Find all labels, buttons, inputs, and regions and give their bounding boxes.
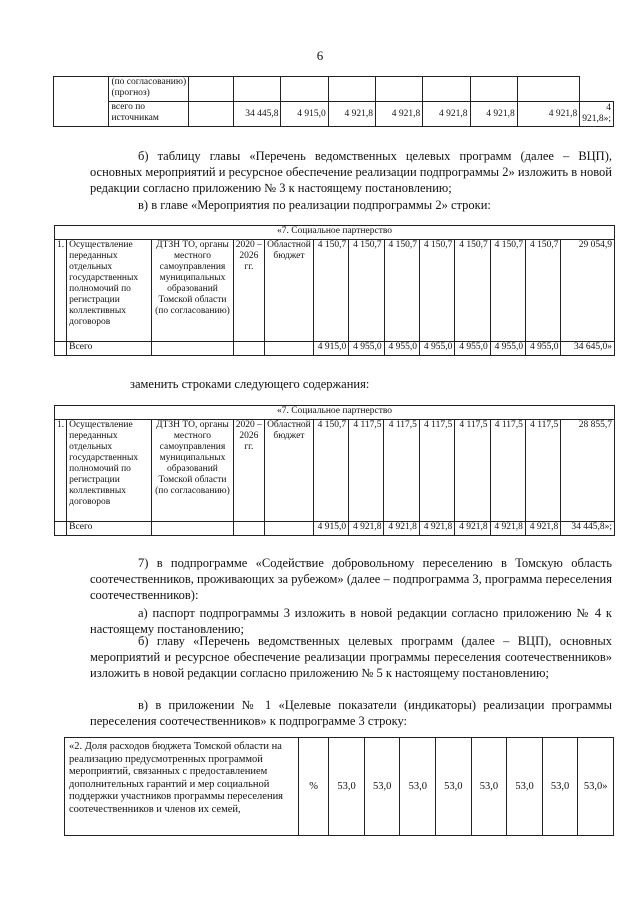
executor: ДТЗН ТО, органы местного самоуправления муниципальных образований Томской области (по согласованию) bbox=[152, 420, 233, 522]
total-cell: 34 445,8»; bbox=[561, 522, 615, 536]
total-cell: 4 921,8 bbox=[384, 522, 419, 536]
value-cell: 34 445,8 bbox=[234, 102, 281, 127]
value-cell: 53,0 bbox=[329, 738, 365, 836]
total-cell: 4 955,0 bbox=[419, 342, 454, 356]
value-cell: 4 117,5 bbox=[525, 420, 560, 522]
funding-source: Областной бюджет bbox=[265, 240, 314, 342]
value-cell: 4 117,5 bbox=[419, 420, 454, 522]
section-header: «7. Социальное партнерство bbox=[55, 406, 615, 420]
value-cell: 4 150,7 bbox=[384, 240, 419, 342]
period: 2020 – 2026 гг. bbox=[233, 420, 264, 522]
value-cell: 4 150,7 bbox=[419, 240, 454, 342]
value-cell: 53,0 bbox=[400, 738, 436, 836]
value-cell: 53,0 bbox=[542, 738, 578, 836]
row-number: 1. bbox=[55, 420, 67, 522]
value-cell: 4 150,7 bbox=[526, 240, 561, 342]
total-cell: 4 955,0 bbox=[490, 342, 525, 356]
total-cell: 4 915,0 bbox=[313, 342, 348, 356]
total-cell: 4 955,0 bbox=[455, 342, 490, 356]
total-cell: 4 921,8 bbox=[455, 522, 490, 536]
total-cell: 4 915,0 bbox=[313, 522, 348, 536]
value-cell: 4 117,5 bbox=[455, 420, 490, 522]
empty-cell bbox=[54, 77, 109, 127]
paragraph-v: в) в главе «Мероприятия по реализации подпрограммы 2» строки: bbox=[138, 198, 491, 212]
value-cell: 4 915,0 bbox=[281, 102, 328, 127]
indicator-table bbox=[64, 737, 614, 836]
value-cell: 4 921,8 bbox=[517, 102, 579, 127]
unit-cell: % bbox=[298, 738, 329, 836]
paragraph-7: 7) в подпрограмме «Содействие добровольному переселению в Томскую область соотечественников, проживающих за рубежом» (далее – подпрограмма 3, программа переселения соотечественников): bbox=[90, 556, 612, 602]
value-cell: 4 150,7 bbox=[455, 240, 490, 342]
value-cell: 4 117,5 bbox=[349, 420, 384, 522]
section-header: «7. Социальное партнерство bbox=[55, 226, 615, 240]
paragraph-7b: б) главу «Перечень ведомственных целевых программ (далее – ВЦП), основных мероприятий и ресурсное обеспечение реализации программы переселения соотечественников» изложить в новой редакции согласно приложению № 5 к настоящему постановлению; bbox=[90, 634, 612, 680]
value-cell: 53,0 bbox=[471, 738, 507, 836]
value-cell: 4 921,8 bbox=[423, 102, 470, 127]
value-cell: 53,0 bbox=[436, 738, 472, 836]
paragraph-replace: заменить строками следующего содержания: bbox=[130, 377, 370, 391]
total-cell: 4 921,8 bbox=[525, 522, 560, 536]
period: 2020 – 2026 гг. bbox=[233, 240, 264, 342]
total-cell: 4 921,8 bbox=[419, 522, 454, 536]
value-cell: 4 921,8 bbox=[328, 102, 375, 127]
executor: ДТЗН ТО, органы местного самоуправления муниципальных образований Томской области (по согласованию) bbox=[152, 240, 233, 342]
paragraph-b: б) таблицу главы «Перечень ведомственных целевых программ (далее – ВЦП), основных мероприятий и ресурсное обеспечение реализации подпрограммы 2» изложить в новой редакции согласно приложению № 3 к настоящему постановлению; bbox=[90, 149, 612, 195]
row-number: 1. bbox=[55, 240, 67, 342]
value-cell: 4 150,7 bbox=[313, 240, 348, 342]
table-new bbox=[54, 405, 615, 536]
total-label: Всего bbox=[67, 342, 152, 356]
measure-name: Осуществление переданных отдельных государственных полномочий по регистрации коллективных договоров bbox=[67, 240, 152, 342]
indicator-label: «2. Доля расходов бюджета Томской области на реализацию предусмотренных программой мероприятий, связанных с предоставлением дополнительных гарантий и мер социальной поддержки участников программы переселения соотечественников и членов их семей, bbox=[65, 738, 299, 836]
row-label: всего по источникам bbox=[109, 102, 189, 127]
total-cell: 34 645,0» bbox=[561, 342, 615, 356]
value-cell: 4 150,7 bbox=[490, 240, 525, 342]
total-cell: 4 921,8 bbox=[490, 522, 525, 536]
value-cell: 4 921,8 bbox=[376, 102, 423, 127]
value-cell: 4 921,8»; bbox=[580, 102, 614, 127]
value-cell: 53,0 bbox=[364, 738, 400, 836]
funding-source: Областной бюджет bbox=[265, 420, 314, 522]
value-cell: 4 150,7 bbox=[313, 420, 348, 522]
page-number: 6 bbox=[316, 48, 324, 63]
paragraph-7v: в) в приложении № 1 «Целевые показатели (индикаторы) реализации программы переселения соотечественников» к подпрограмме 3 строку: bbox=[90, 698, 612, 728]
value-cell: 28 855,7 bbox=[561, 420, 615, 522]
top-table bbox=[53, 76, 614, 127]
value-cell: 4 117,5 bbox=[490, 420, 525, 522]
value-cell: 4 117,5 bbox=[384, 420, 419, 522]
value-cell: 53,0» bbox=[578, 738, 614, 836]
total-cell: 4 955,0 bbox=[349, 342, 384, 356]
value-cell: 4 150,7 bbox=[349, 240, 384, 342]
total-cell: 4 955,0 bbox=[526, 342, 561, 356]
total-cell: 4 921,8 bbox=[349, 522, 384, 536]
table-old bbox=[54, 225, 615, 356]
total-label: Всего bbox=[67, 522, 152, 536]
row-label: (по согласованию) (прогноз) bbox=[109, 77, 189, 102]
value-cell: 4 921,8 bbox=[470, 102, 517, 127]
paragraph-7a: а) паспорт подпрограммы 3 изложить в новой редакции согласно приложению № 4 к настоящему постановлению; bbox=[90, 606, 612, 636]
measure-name: Осуществление переданных отдельных государственных полномочий по регистрации коллективных договоров bbox=[67, 420, 152, 522]
value-cell: 29 054,9 bbox=[561, 240, 615, 342]
total-cell: 4 955,0 bbox=[384, 342, 419, 356]
value-cell: 53,0 bbox=[507, 738, 543, 836]
